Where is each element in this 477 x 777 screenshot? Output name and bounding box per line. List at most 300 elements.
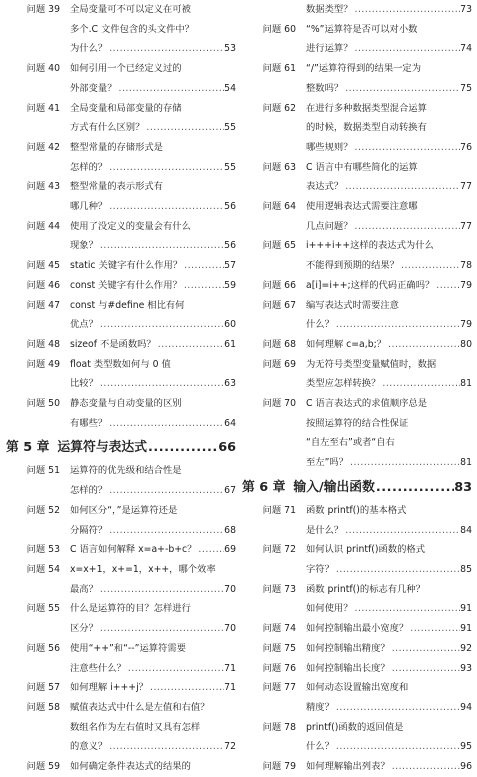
question-line	[70, 521, 236, 541]
question-text	[306, 501, 472, 540]
dot-leader	[126, 659, 224, 679]
question-line-text: 不能得到预期的结果？	[306, 260, 399, 272]
page-number: 70	[224, 623, 236, 635]
question-line-text: const 与#define 相比有何	[70, 299, 185, 311]
toc-entry	[242, 59, 472, 98]
question-number: 问题 70	[262, 398, 296, 410]
question-line	[306, 138, 472, 158]
question-line	[306, 501, 472, 521]
question-number: 问题 39	[26, 4, 60, 15]
toc-entry	[6, 335, 236, 355]
question-line	[306, 217, 472, 237]
question-text	[306, 197, 472, 236]
page-number: 91	[460, 623, 472, 635]
question-line-text: 如何区分“，”是运算符还是	[70, 504, 178, 516]
question-text	[306, 99, 472, 158]
question-number: 问题 48	[26, 338, 60, 350]
dot-leader	[408, 619, 460, 639]
question-number: 问题 63	[262, 161, 296, 173]
chapter-number: 第 5 章	[6, 440, 50, 456]
dot-leader	[98, 236, 224, 256]
question-line	[306, 118, 472, 138]
dot-leader	[107, 39, 224, 59]
question-line	[306, 335, 472, 355]
dot-leader	[390, 639, 460, 659]
dot-leader	[107, 481, 224, 501]
question-number: 问题 76	[262, 662, 296, 674]
question-line	[70, 118, 236, 138]
question-line	[306, 197, 472, 217]
question-text	[70, 394, 236, 433]
question-line	[70, 99, 236, 119]
dot-leader	[353, 599, 461, 619]
page-number: 76	[460, 141, 472, 153]
page-number: 63	[224, 378, 236, 390]
question-number: 问题 79	[262, 761, 296, 773]
question-line	[70, 276, 236, 296]
question-line	[306, 521, 472, 541]
question-number: 问题 72	[262, 544, 296, 556]
toc-entry	[242, 619, 472, 639]
dot-leader	[107, 158, 224, 178]
question-line	[70, 599, 236, 619]
toc-entry	[242, 99, 472, 158]
question-line	[70, 0, 236, 20]
question-line-text: 函数 printf()的基本格式	[306, 504, 407, 516]
question-line	[70, 461, 236, 481]
dot-leader	[343, 79, 460, 99]
question-line-text: 怎样的？	[70, 485, 108, 497]
question-text	[70, 177, 236, 216]
question-text	[70, 276, 236, 296]
dot-leader	[434, 276, 460, 296]
question-line	[70, 659, 236, 679]
toc-entry	[6, 256, 236, 276]
question-line	[306, 678, 472, 698]
dot-leader	[343, 521, 460, 541]
question-line	[306, 698, 472, 718]
question-number: 问题 61	[262, 63, 296, 75]
page-number: 61	[224, 338, 236, 350]
question-line-text: printf()函数的返回值是	[306, 721, 404, 733]
question-text	[70, 501, 236, 540]
toc-entry	[242, 540, 472, 579]
page-number: 70	[224, 583, 236, 595]
question-number: 问题 51	[26, 465, 60, 477]
page-number: 55	[224, 122, 236, 134]
question-line	[70, 374, 236, 394]
dot-leader	[107, 737, 224, 757]
question-number: 问题 59	[26, 761, 60, 773]
question-number: 问题 56	[26, 642, 60, 654]
dot-leader	[144, 118, 224, 138]
question-line	[70, 39, 236, 59]
question-number: 问题 71	[262, 504, 296, 516]
toc-entry	[242, 236, 472, 275]
question-line-text: 至左”吗？	[306, 457, 349, 469]
toc-entry	[242, 678, 472, 717]
question-line	[70, 737, 236, 757]
question-line-text: 编写表达式时需要注意	[306, 299, 399, 311]
dot-leader	[156, 335, 224, 355]
toc-entry	[242, 158, 472, 197]
question-line	[306, 355, 472, 375]
question-text	[306, 335, 472, 355]
question-text	[306, 619, 472, 639]
question-line	[70, 678, 236, 698]
question-number: 问题 43	[26, 181, 60, 193]
question-line-text: 全局变量和局部变量的存储	[70, 102, 182, 114]
dot-leader	[334, 315, 460, 335]
question-line-text: 整数吗？	[306, 82, 344, 94]
dot-leader	[343, 177, 460, 197]
toc-entry	[242, 197, 472, 236]
page-number: 55	[224, 161, 236, 173]
question-line-text: 使用了没定义的变量会有什么	[70, 220, 191, 232]
question-line	[306, 599, 472, 619]
question-line	[306, 20, 472, 40]
page-number: 81	[460, 457, 472, 469]
dot-leader	[390, 757, 460, 777]
question-number: 问题 58	[26, 701, 60, 713]
dot-leader	[380, 374, 460, 394]
chapter-page-number: 66	[218, 440, 236, 456]
toc-entry	[6, 138, 236, 177]
question-text	[306, 355, 472, 394]
question-text	[70, 59, 236, 98]
question-line-text: 如何控制输出精度？	[306, 642, 390, 654]
chapter-number: 第 6 章	[242, 479, 286, 495]
question-text	[306, 0, 472, 20]
question-text	[306, 757, 472, 777]
question-text	[70, 138, 236, 177]
dot-leader	[353, 138, 461, 158]
question-text	[70, 560, 236, 599]
dot-leader	[375, 477, 454, 499]
dot-leader	[386, 335, 460, 355]
question-number	[242, 0, 306, 20]
question-line-text: 字符？	[306, 563, 334, 575]
page-number: 92	[460, 642, 472, 654]
question-text	[306, 20, 472, 59]
question-line	[306, 99, 472, 119]
question-line	[306, 236, 472, 256]
question-line-text: 优点？	[70, 319, 98, 331]
page-number: 93	[460, 662, 472, 674]
question-number: 问题 74	[262, 623, 296, 635]
question-line-text: “自左至右”或者“自右	[306, 437, 395, 449]
page-number: 74	[460, 43, 472, 55]
page-number: 77	[460, 220, 472, 232]
question-line	[306, 177, 472, 197]
question-text	[306, 59, 472, 98]
question-text	[70, 256, 236, 276]
question-line	[70, 315, 236, 335]
question-line-text: 如何动态设置输出宽度和	[306, 682, 409, 694]
question-line	[70, 79, 236, 99]
question-line	[70, 501, 236, 521]
toc-entry	[6, 177, 236, 216]
question-line	[70, 560, 236, 580]
question-line	[70, 256, 236, 276]
question-line-text: 全局变量可不可以定义在可被	[70, 4, 191, 15]
question-line-text: sizeof 不是函数吗？	[70, 338, 156, 350]
question-line	[306, 39, 472, 59]
question-line	[306, 296, 472, 316]
toc-entry	[242, 0, 472, 20]
page-number: 71	[224, 662, 236, 674]
question-line	[306, 737, 472, 757]
question-text	[70, 296, 236, 335]
page-number: 84	[460, 524, 472, 536]
question-line-text: 哪几种？	[70, 201, 108, 213]
toc-column-left	[6, 0, 236, 777]
question-line	[306, 580, 472, 600]
question-line-text: 为什么？	[70, 43, 108, 55]
question-number: 问题 50	[26, 398, 60, 410]
dot-leader	[353, 217, 461, 237]
question-line	[70, 236, 236, 256]
question-line	[306, 619, 472, 639]
question-line	[70, 335, 236, 355]
question-line-text: 在进行多种数据类型混合运算	[306, 102, 427, 114]
dot-leader	[334, 560, 460, 580]
question-line-text: 如何理解 i+++j？	[70, 682, 148, 694]
dot-leader	[196, 540, 224, 560]
toc-entry	[6, 0, 236, 59]
question-line-text: 几点问题？	[306, 220, 353, 232]
page-number: 75	[460, 82, 472, 94]
page-number: 96	[460, 761, 472, 773]
question-line-text: 数组名作为左右值时又具有怎样	[70, 721, 201, 733]
question-line-text: 什么？	[306, 741, 334, 753]
question-line-text: 方式有什么区别？	[70, 122, 145, 134]
question-line-text: 多个.C 文件包含的头文件中？	[70, 23, 194, 35]
question-line-text: 如何理解 c=a,b;？	[306, 338, 387, 350]
toc-entry	[6, 599, 236, 638]
question-text	[70, 698, 236, 757]
question-number: 问题 55	[26, 603, 60, 615]
question-text	[70, 461, 236, 500]
question-line	[70, 698, 236, 718]
question-text	[306, 276, 472, 296]
question-number: 问题 78	[262, 721, 296, 733]
dot-leader	[390, 659, 460, 679]
question-number: 问题 54	[26, 563, 60, 575]
page-number: 72	[224, 741, 236, 753]
question-line-text: 比较？	[70, 378, 98, 390]
question-line-text: 静态变量与自动变量的区别	[70, 398, 182, 410]
toc-entry	[6, 698, 236, 757]
question-text	[306, 158, 472, 197]
page-number: 79	[460, 279, 472, 291]
question-line-text: 什么是运算符的目？怎样进行	[70, 603, 191, 615]
page-number: 85	[460, 563, 472, 575]
page-number: 59	[224, 279, 236, 291]
question-line	[306, 757, 472, 777]
dot-leader	[107, 197, 224, 217]
question-line-text: 的意义？	[70, 741, 108, 753]
question-line	[70, 394, 236, 414]
question-line-text: 如何认识 printf()函数的格式	[306, 544, 425, 556]
question-number: 问题 44	[26, 220, 60, 232]
chapter-heading	[6, 437, 236, 459]
question-line-text: “%”运算符是否可以对小数	[306, 23, 418, 35]
page-number: 69	[224, 544, 236, 556]
question-number: 问题 45	[26, 260, 60, 272]
question-line	[70, 20, 236, 40]
page-number: 91	[460, 603, 472, 615]
question-line-text: 使用逻辑表达式需要注意哪	[306, 201, 418, 213]
toc-entry	[6, 678, 236, 698]
toc-entry	[6, 560, 236, 599]
question-line-text: 函数 printf()的标志有几种？	[306, 583, 425, 595]
question-text	[306, 639, 472, 659]
question-line-text: static 关键字有什么作用？	[70, 260, 183, 272]
question-line-text: 为无符号类型变量赋值时，数据	[306, 358, 437, 370]
question-number: 问题 49	[26, 358, 60, 370]
question-text	[306, 296, 472, 335]
question-text	[306, 580, 472, 619]
question-line-text: 哪些规则？	[306, 141, 353, 153]
toc-entry	[6, 217, 236, 256]
question-line-text: 类型应怎样转换？	[306, 378, 381, 390]
question-number: 问题 69	[262, 358, 296, 370]
toc-entry	[6, 59, 236, 98]
toc-entry	[6, 461, 236, 500]
question-line	[306, 315, 472, 335]
chapter-heading	[242, 477, 472, 499]
question-line	[70, 540, 236, 560]
page-number: 94	[460, 701, 472, 713]
page-number: 78	[460, 260, 472, 272]
question-line	[70, 296, 236, 316]
question-text	[70, 599, 236, 638]
toc-entry	[242, 639, 472, 659]
question-text	[306, 718, 472, 757]
question-text	[70, 217, 236, 256]
question-line	[306, 374, 472, 394]
question-line-text: 最高？	[70, 583, 98, 595]
dot-leader	[353, 39, 461, 59]
toc-entry	[6, 99, 236, 138]
chapter-title: 输入/输出函数	[293, 479, 375, 495]
question-text	[70, 757, 236, 777]
question-line	[306, 414, 472, 434]
question-line	[70, 177, 236, 197]
question-text	[70, 540, 236, 560]
question-line	[306, 276, 472, 296]
page-number: 80	[460, 338, 472, 350]
page-number: 68	[224, 524, 236, 536]
dot-leader	[348, 453, 460, 473]
question-line-text: const 关键字有什么作用？	[70, 279, 182, 291]
toc-entry	[242, 501, 472, 540]
question-line	[306, 256, 472, 276]
question-line	[70, 217, 236, 237]
chapter-page-number: 83	[454, 479, 472, 495]
toc-entry	[242, 20, 472, 59]
question-line-text: C 语言中有哪些简化的运算	[306, 161, 418, 173]
question-text	[70, 639, 236, 678]
question-number: 问题 65	[262, 240, 296, 252]
question-line	[306, 453, 472, 473]
question-line-text: 有哪些？	[70, 417, 108, 429]
question-text	[70, 678, 236, 698]
question-number: 问题 46	[26, 279, 60, 291]
page-number: 54	[224, 82, 236, 94]
toc-entry	[6, 296, 236, 335]
question-line-text: 整型常量的存储形式是	[70, 141, 163, 153]
question-text	[306, 659, 472, 679]
question-line-text: 区分？	[70, 623, 98, 635]
question-line-text: x=x+1，x+=1，x++，哪个效率	[70, 563, 216, 575]
question-line-text: 什么？	[306, 319, 334, 331]
dot-leader	[147, 437, 218, 459]
dot-leader	[148, 678, 224, 698]
toc-entry	[242, 335, 472, 355]
question-line	[70, 414, 236, 434]
page-number: 73	[460, 4, 472, 15]
question-text	[306, 678, 472, 717]
question-line-text: i+++i++这样的表达式为什么	[306, 240, 434, 252]
question-number: 问题 62	[262, 102, 296, 114]
toc-entry	[242, 296, 472, 335]
question-line-text: 数据类型？	[306, 4, 353, 15]
question-line	[306, 718, 472, 738]
question-number: 问题 75	[262, 642, 296, 654]
question-number: 问题 52	[26, 504, 60, 516]
question-number: 问题 66	[262, 279, 296, 291]
toc-entry	[6, 276, 236, 296]
question-text	[70, 0, 236, 59]
question-line	[306, 79, 472, 99]
question-line	[70, 158, 236, 178]
toc-entry	[242, 394, 472, 473]
chapter-title: 运算符与表达式	[57, 440, 147, 456]
question-line	[70, 718, 236, 738]
toc-entry	[242, 718, 472, 757]
page-number: 60	[224, 319, 236, 331]
question-line-text: 现象？	[70, 240, 98, 252]
question-line	[306, 560, 472, 580]
question-number: 问题 67	[262, 299, 296, 311]
page-number: 79	[460, 319, 472, 331]
question-line-text: 运算符的优先级和结合性是	[70, 465, 182, 477]
question-line-text: 如何控制输出最小宽度？	[306, 623, 409, 635]
question-line-text: a[i]=i++;这样的代码正确吗？	[306, 279, 435, 291]
dot-leader	[107, 521, 224, 541]
dot-leader	[182, 276, 224, 296]
question-text	[70, 355, 236, 394]
question-line	[70, 619, 236, 639]
question-line	[306, 540, 472, 560]
dot-leader	[334, 698, 460, 718]
question-line-text: 如何使用？	[306, 603, 353, 615]
toc-entry	[6, 540, 236, 560]
question-line	[70, 59, 236, 79]
question-line-text: 怎样的？	[70, 161, 108, 173]
question-line-text: 如何引用一个已经定义过的	[70, 63, 182, 75]
question-line-text: 如何确定条件表达式的结果的	[70, 761, 191, 773]
question-text	[306, 394, 472, 473]
question-number: 问题 60	[262, 23, 296, 35]
dot-leader	[182, 256, 224, 276]
question-text	[306, 540, 472, 579]
question-text	[70, 335, 236, 355]
question-line-text: 如何理解输出列表？	[306, 761, 390, 773]
dot-leader	[353, 0, 461, 20]
